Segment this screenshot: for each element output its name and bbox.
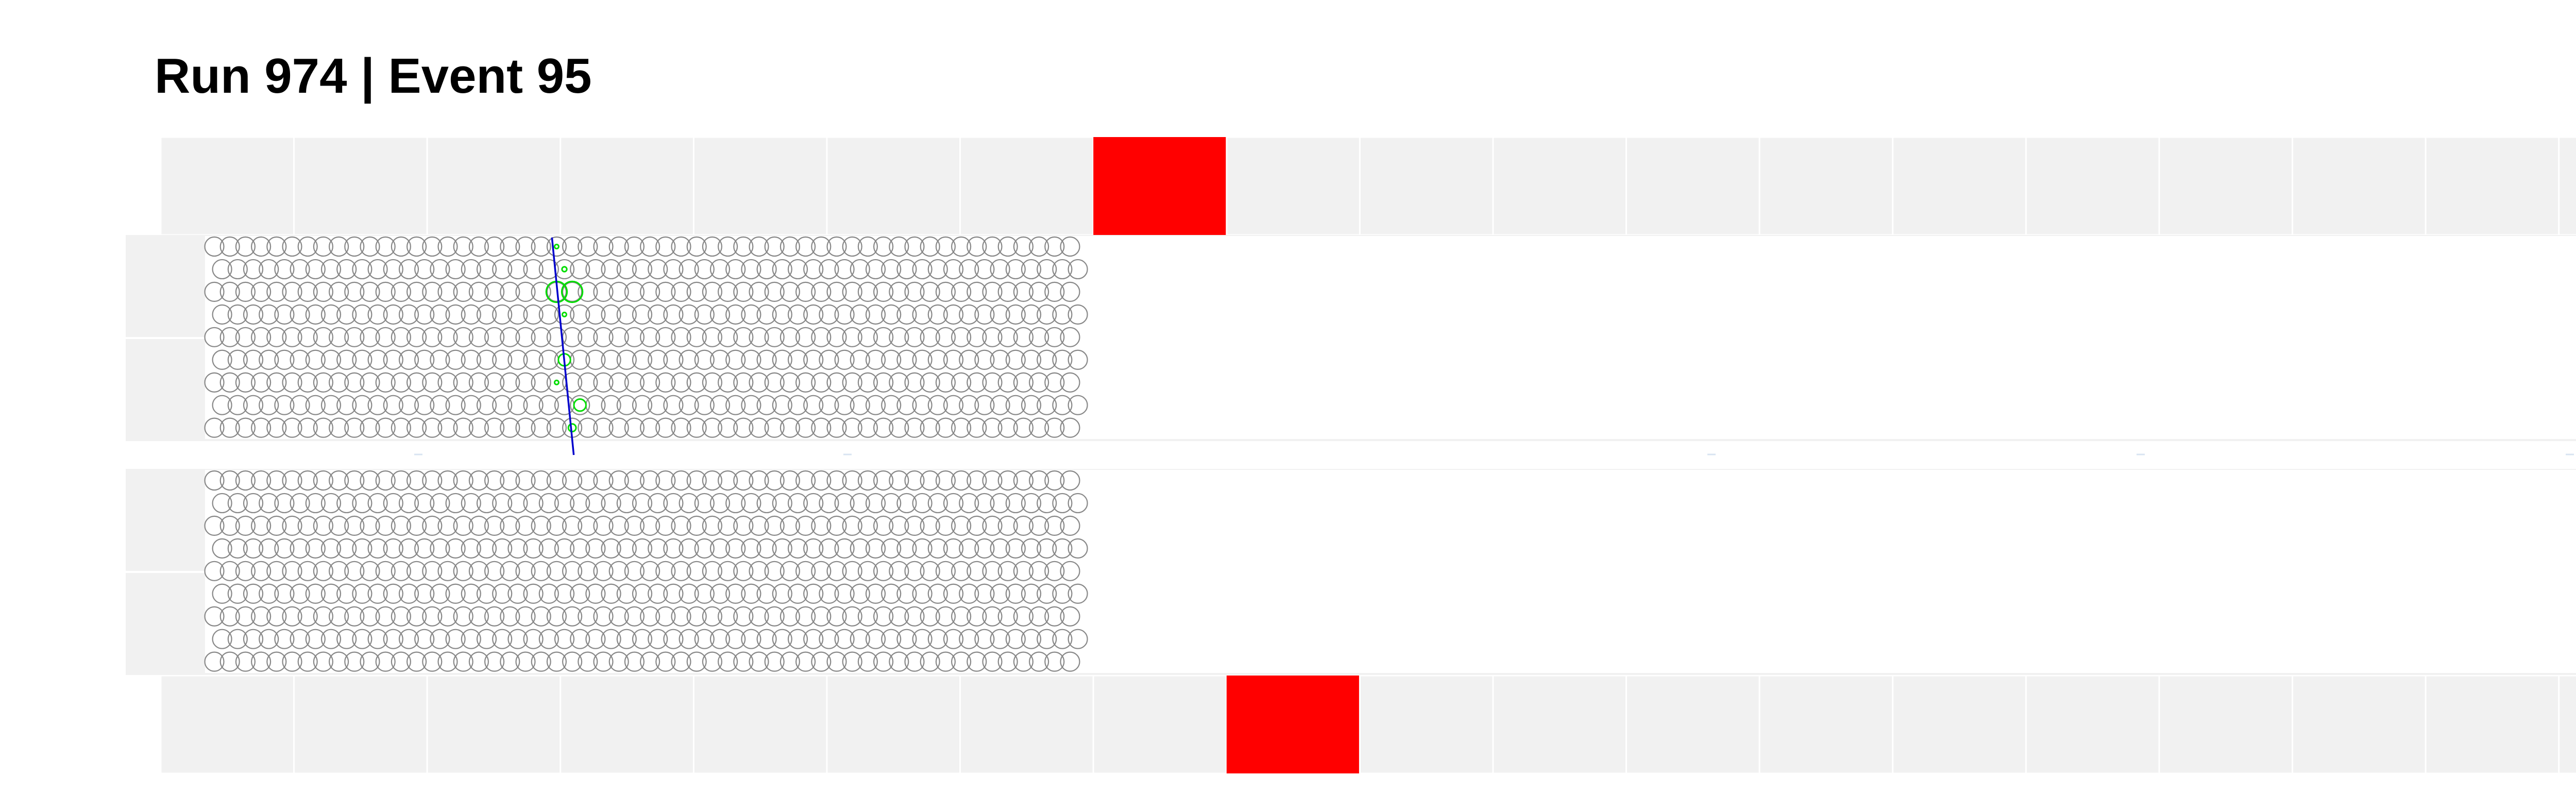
bottom-scintillator-paddle [2559,676,2576,773]
bottom-scintillator-paddle [561,676,694,773]
top-scintillator-paddle [161,137,294,235]
bottom-scintillator-paddle [2026,676,2159,773]
top-scintillator-paddle [960,137,1094,235]
top-scintillator-paddle [1626,137,1760,235]
event-title: Run 974 | Event 95 [155,48,592,104]
bottom-scintillator-paddle [294,676,428,773]
top-scintillator-paddle [1493,137,1626,235]
bottom-scintillator-paddle [1493,676,1626,773]
bottom-scintillator-paddle [161,676,294,773]
top-scintillator-paddle [693,137,827,235]
bottom-scintillator-paddle [1093,676,1227,773]
top-scintillator-paddle [427,137,561,235]
top-scintillator-paddle [1893,137,2026,235]
detector-panels [126,137,2576,773]
bottom-scintillator-paddle [1626,676,1760,773]
bottom-scintillator-paddle-hit [1227,676,1360,773]
top-scintillator-paddle [827,137,960,235]
top-scintillator-paddle [1759,137,1893,235]
top-scintillator-paddle [561,137,694,235]
top-scintillator-paddle [294,137,428,235]
top-scintillator-paddle [2426,137,2559,235]
top-scintillator-paddle-hit [1093,137,1227,235]
top-scintillator-paddle [2559,137,2576,235]
top-scintillator-paddle [2293,137,2426,235]
bottom-scintillator-paddle [2159,676,2293,773]
top-scintillator-paddle [1227,137,1360,235]
bottom-scintillator-paddle [1759,676,1893,773]
bottom-scintillator-paddle [827,676,960,773]
bottom-scintillator-paddle [693,676,827,773]
top-scintillator-paddle [2159,137,2293,235]
tube-field-upper [205,236,2576,439]
bottom-scintillator-paddle [2426,676,2559,773]
tube-field-lower [205,470,2576,673]
bottom-scintillator-paddle [2293,676,2426,773]
bottom-scintillator-paddle [1360,676,1493,773]
bottom-scintillator-paddle [427,676,561,773]
bottom-scintillator-paddle [1893,676,2026,773]
bottom-scintillator-paddle [960,676,1094,773]
top-scintillator-paddle [2026,137,2159,235]
top-scintillator-paddle [1360,137,1493,235]
